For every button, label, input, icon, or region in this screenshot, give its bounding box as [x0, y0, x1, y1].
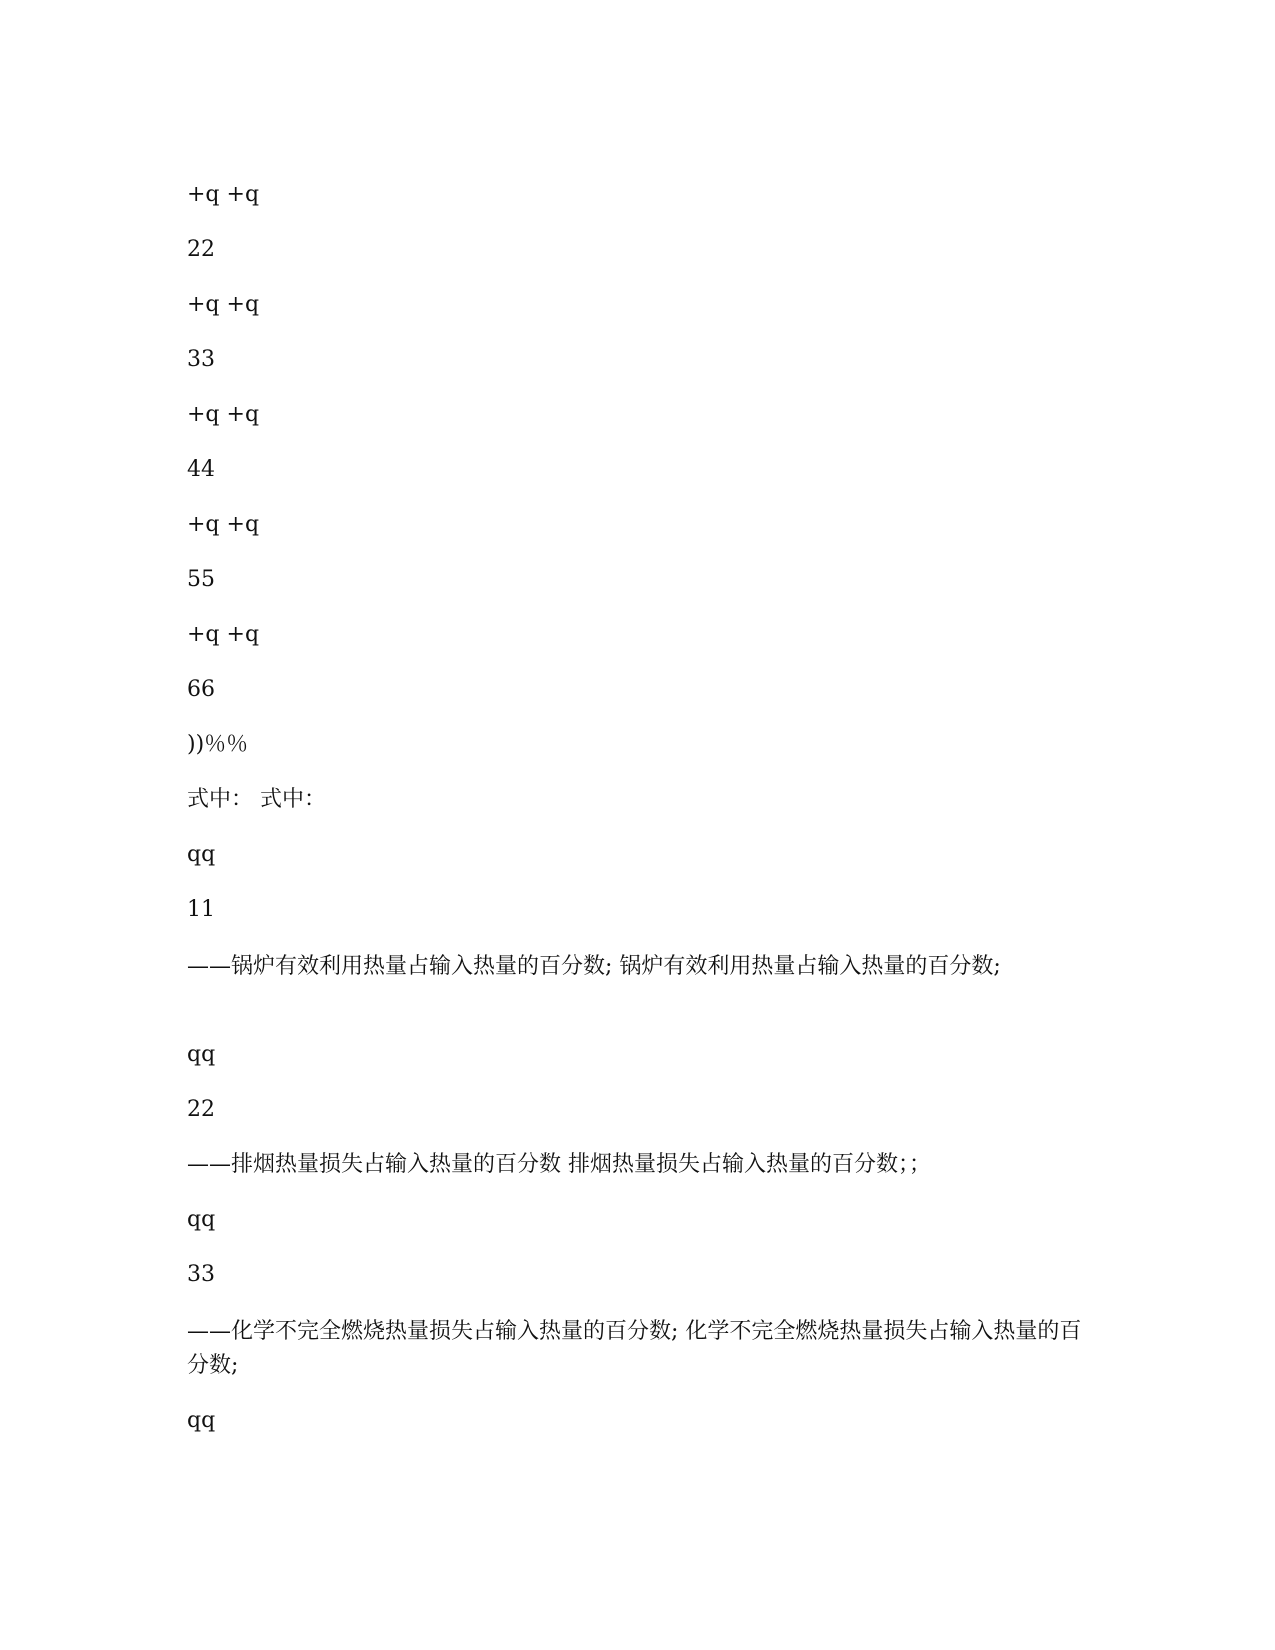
variable-line: qq [187, 1408, 216, 1433]
formula-term-line: +q +q [187, 622, 260, 647]
where-heading: 式中： 式中： [187, 787, 326, 812]
subscript-line: 11 [187, 897, 215, 922]
formula-term-line: +q +q [187, 292, 260, 317]
definition-q1: ——锅炉有效利用热量占输入热量的百分数; 锅炉有效利用热量占输入热量的百分数; [187, 954, 1001, 979]
formula-term-line: +q +q [187, 182, 260, 207]
formula-term-line: +q +q [187, 402, 260, 427]
formula-end-line: ))％％ [187, 732, 249, 757]
subscript-line: 55 [187, 567, 215, 592]
subscript-line: 66 [187, 677, 215, 702]
subscript-line: 22 [187, 1097, 215, 1122]
formula-term-line: +q +q [187, 512, 260, 537]
subscript-line: 33 [187, 1262, 215, 1287]
definition-q3: ——化学不完全燃烧热量损失占输入热量的百分数; 化学不完全燃烧热量损失占输入热量的百分数; [187, 1319, 1082, 1378]
variable-line: qq [187, 842, 216, 867]
subscript-line: 33 [187, 347, 215, 372]
definition-q2: ——排烟热量损失占输入热量的百分数 排烟热量损失占输入热量的百分数；； [187, 1152, 931, 1177]
variable-line: qq [187, 1207, 216, 1232]
subscript-line: 22 [187, 237, 215, 262]
variable-line: qq [187, 1042, 216, 1067]
subscript-line: 44 [187, 457, 215, 482]
